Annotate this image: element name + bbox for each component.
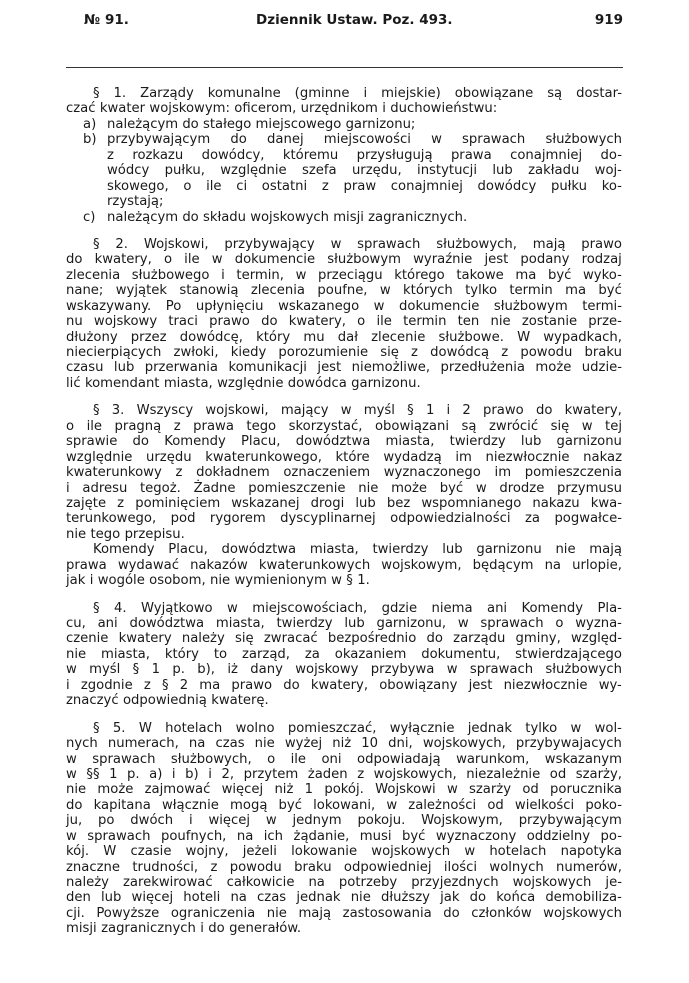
text-line: wódcy pułku, względnie szefa urzędu, instytucji lub zakładu woj- (107, 163, 622, 179)
text-line: nu wojskowy traci prawo do kwatery, o ile termin ten nie zostanie prze- (66, 314, 622, 330)
text-line: należy zarekwirować całkowicie na potrzeby przyjezdnych wojskowych je- (66, 875, 622, 890)
text-line: czenie kwatery należy się zwracać bezpośrednio do zarządu gminy, względ- (66, 631, 622, 647)
text-line: w §§ 1 p. a) i b) i 2, przytem żaden z wojskowych, niezależnie od szarży, (66, 766, 622, 782)
list-item-c: c) należącym do składu wojskowych misji zagranicznych. (83, 209, 468, 225)
text-line: czasu lub przerwania komunikacji jest niemożliwe, przedłużenia może udzie- (66, 360, 622, 376)
text-line: w myśl § 1 p. b), iż dany wojskowy przybywa w sprawach służbowych (66, 662, 622, 678)
text-line: znaczne trudności, z powodu braku odpowiedniej ilości wolnych numerów, (66, 859, 622, 875)
text-line: dłużony przez dowódcę, który mu dał zlecenie służbowe. W wypadkach, (66, 329, 622, 345)
text-line: zlecenia służbowego i termin, w przeciągu którego takowe ma być wyko- (66, 267, 622, 283)
text-line: § 1. Zarządy komunalne (gminne i miejskie) obowiązane są dostar- (93, 86, 622, 101)
text-line: § 5. W hotelach wolno pomieszczać, wyłącznie jednak tylko w wol- (93, 720, 622, 736)
text-line: niecierpiących zwłoki, kiedy porozumienie się z dowódcą z powodu braku (66, 345, 622, 360)
text-line: nych numerach, na czas nie wyżej niż 10 dni, wojskowych, przybywajacych (66, 736, 622, 752)
text-line: nie tego przepisu. (66, 526, 185, 542)
text-line: nie może zajmować więcej niż 1 pokój. Wojskowi w szarży od porucznika (66, 782, 622, 798)
page-number: 919 (594, 12, 623, 28)
text-line: i adresu tegoż. Żadne pomieszczenie nie może być w drodze przymusu (66, 480, 622, 496)
text-line: § 3. Wszyscy wojskowi, mający w myśl § 1 i 2 prawo do kwatery, (93, 403, 622, 419)
text-line: o ile pragną z prawa tego skorzystać, obowiązani są zwrócić się w tej (66, 418, 622, 434)
text-line: ju, po dwóch i więcej w jednym pokoju. Wojskowym, przybywającym (66, 813, 622, 829)
text-line: do kwatery, o ile w dokumencie służbowym wyraźnie jest podany rodzaj (66, 252, 622, 268)
paragraph-4 (66, 601, 622, 709)
page-header (84, 12, 623, 34)
text-line: czać kwater wojskowym: oficerom, urzędnikom i duchowieństwu: (66, 101, 498, 117)
text-line: cu, ani dowództwa miasta, twierdzy lub garnizonu, w sprawach o wyzna- (66, 616, 622, 631)
text-line: kój. W czasie wojny, jeżeli lokowanie wojskowych w hotelach napotyka (66, 844, 622, 860)
document-body (66, 86, 622, 937)
text-line: kwaterunkowy z dokładnem oznaczeniem wyznaczonego im pomieszczenia (66, 465, 622, 481)
paragraph-1 (66, 86, 622, 225)
paragraph-2 (66, 237, 622, 391)
issue-number: № 91. (84, 12, 129, 28)
text-line: w sprawach poufnych, na ich żądanie, musi być wyznaczony oddzielny po- (66, 828, 622, 844)
text-line: Komendy Placu, dowództwa miasta, twierdzy lub garnizonu nie mają (93, 542, 622, 558)
text-line: w sprawach służbowych, o ile oni odpowiadają warunkom, wskazanym (66, 751, 622, 767)
text-line: rzystają; (107, 194, 164, 210)
text-line: nane; wyjątek stanowią zlecenia poufne, w których tylko termin ma być (66, 283, 622, 299)
text-line: § 4. Wyjątkowo w miejscowościach, gdzie niema ani Komendy Pla- (93, 600, 622, 616)
text-line: wskazywany. Po upłynięciu wskazanego w dokumencie służbowym termi- (66, 298, 622, 314)
text-line: lić komendant miasta, względnie dowódca garnizonu. (66, 375, 421, 391)
text-line: z rozkazu dowódcy, któremu przysługują prawa conajmniej do- (107, 147, 622, 163)
list-item-a: a) należącym do stałego miejscowego garnizonu; (83, 116, 416, 132)
journal-title: Dziennik Ustaw. Poz. 493. (256, 12, 453, 28)
text-line: den lub więcej hoteli na czas jednak nie dłuższy jak do końca demobiliza- (66, 890, 622, 906)
list-item-b: b) przybywającym do danej miejscowości w sprawach służbowych (83, 132, 622, 148)
text-line: do kapitana włącznie mogą być lokowani, w zależności od wielkości poko- (66, 797, 622, 813)
text-line: cji. Powyższe ograniczenia nie mają zastosowania do członków wojskowych (66, 905, 622, 921)
text-line: jak i wogóle osobom, nie wymienionym w § 1. (66, 573, 370, 589)
text-line: § 2. Wojskowi, przybywający w sprawach służbowych, mają prawo (93, 236, 622, 252)
text-line: względnie urzędu kwaterunkowego, które wydadzą im niezwłocznie nakaz (66, 449, 622, 465)
text-line: sprawie do Komendy Placu, dowództwa miasta, twierdzy lub garnizonu (66, 434, 622, 450)
text-line: prawa wydawać nakazów kwaterunkowych wojskowym, będącym na urlopie, (66, 557, 622, 573)
text-line: terunkowego, pod rygorem dyscyplinarnej odpowiedzialności za pogwałce- (66, 511, 622, 527)
header-rule (66, 67, 623, 68)
paragraph-3-continuation (66, 542, 622, 588)
text-line: misji zagranicznych i do generałów. (66, 921, 302, 937)
paragraph-3 (66, 403, 622, 542)
paragraph-5 (66, 721, 622, 937)
text-line: znaczyć odpowiednią kwaterę. (66, 693, 269, 709)
text-line: zajęte z pominięciem wskazanej drogi lub bez wspomnianego nakazu kwa- (66, 495, 622, 511)
text-line: i zgodnie z § 2 ma prawo do kwatery, obowiązany jest niezwłocznie wy- (66, 677, 622, 693)
text-line: skowego, o ile ci ostatni z praw conajmniej dowódcy pułku ko- (107, 178, 622, 194)
text-line: nie miasta, który to zarząd, za okazaniem dokumentu, stwierdzającego (66, 646, 622, 662)
